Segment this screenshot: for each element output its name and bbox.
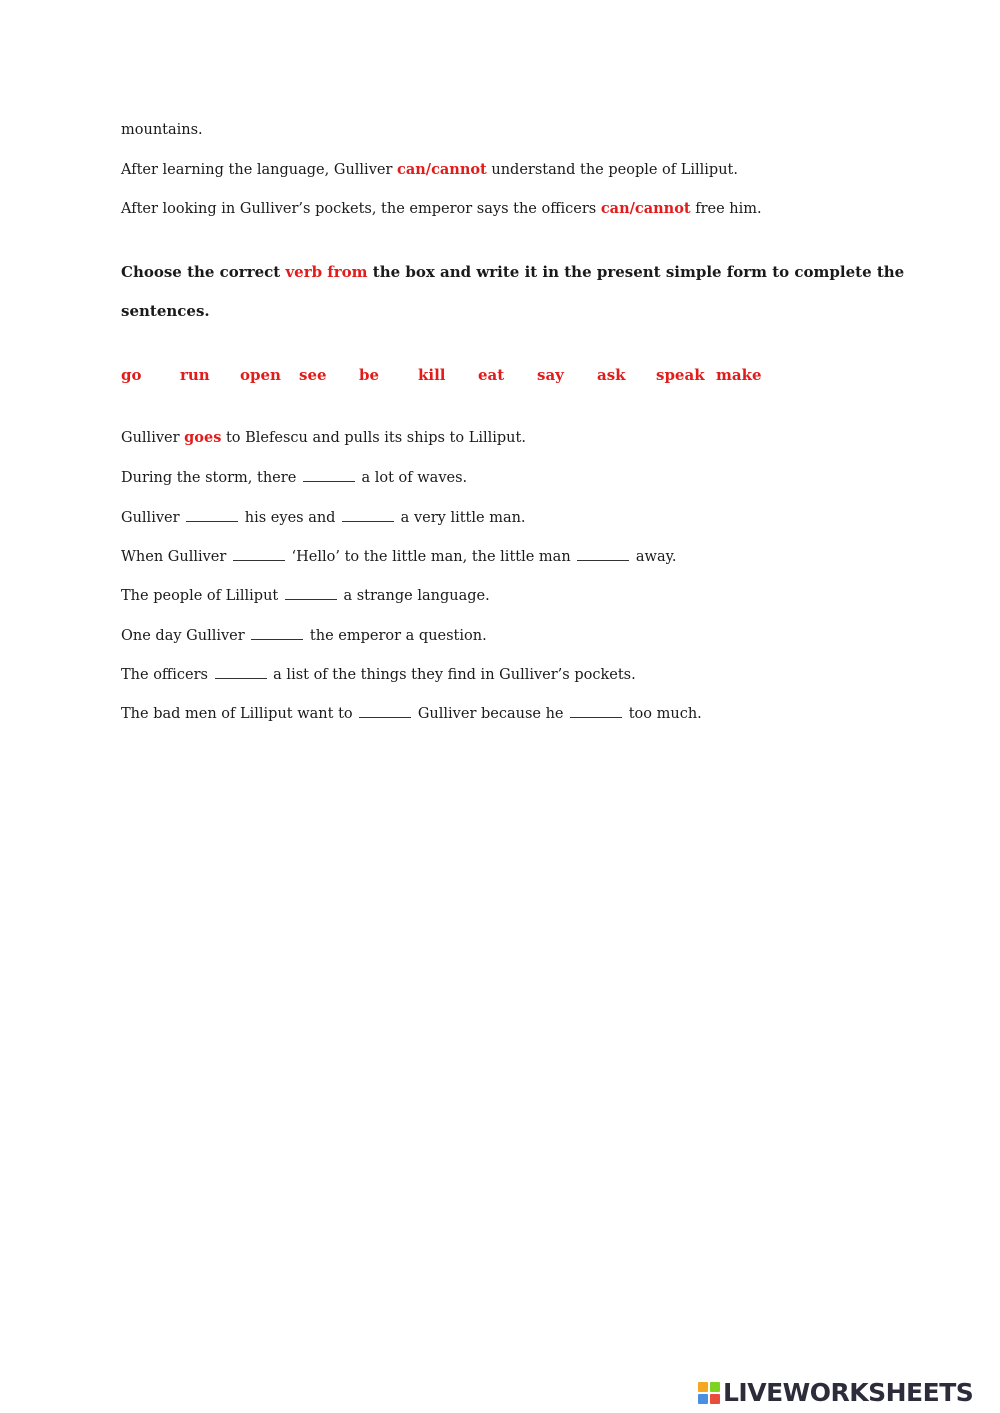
sentence-text: a very little man. xyxy=(396,510,526,526)
sentence-8 xyxy=(121,703,702,724)
sentence-1 xyxy=(121,428,526,448)
answer-blank[interactable] xyxy=(233,546,285,561)
logo-square xyxy=(710,1394,720,1404)
intro-text: After learning the language, Gulliver xyxy=(121,162,398,178)
answer-blank[interactable] xyxy=(215,664,267,679)
answer-blank[interactable] xyxy=(285,585,337,600)
logo-icon xyxy=(698,1382,720,1404)
intro-text: understand the people of Lilliput. xyxy=(486,162,738,178)
sentence-2 xyxy=(121,467,467,488)
sentence-text: away. xyxy=(631,549,677,565)
intro-text: After looking in Gulliver’s pockets, the emperor says the officers xyxy=(121,201,601,217)
example-answer: goes xyxy=(184,429,222,446)
verb-word: go xyxy=(121,366,142,384)
verb-box xyxy=(0,365,1000,385)
sentence-text: to Blefescu and pulls its ships to Lilliput. xyxy=(221,430,526,446)
verb-word: be xyxy=(359,366,380,384)
answer-blank[interactable] xyxy=(577,546,629,561)
intro-line-2 xyxy=(121,199,762,219)
instruction-highlight: verb from xyxy=(285,263,368,281)
sentence-text: One day Gulliver xyxy=(121,628,250,644)
sentence-text: Gulliver xyxy=(121,430,185,446)
verb-word: ask xyxy=(597,366,626,384)
logo-square xyxy=(698,1382,708,1392)
sentence-text: Gulliver xyxy=(121,510,185,526)
verb-word: eat xyxy=(478,366,505,384)
sentence-text: The officers xyxy=(121,667,213,683)
verb-word: speak xyxy=(656,366,705,384)
instruction-text: Choose the correct xyxy=(121,263,286,281)
sentence-text: a list of the things they find in Gulliver’s pockets. xyxy=(268,667,636,683)
sentence-text: his eyes and xyxy=(240,510,341,526)
answer-blank[interactable] xyxy=(186,507,238,522)
sentence-text: a strange language. xyxy=(338,588,490,604)
sentence-5 xyxy=(121,585,490,606)
instruction-text: the box and write it in the present simple form to complete the xyxy=(367,263,905,281)
verb-word: kill xyxy=(418,366,446,384)
logo-text: LIVEWORKSHEETS xyxy=(723,1378,974,1407)
verb-word: see xyxy=(299,366,327,384)
answer-choice[interactable]: can/cannot xyxy=(600,200,691,217)
sentence-text: a lot of waves. xyxy=(356,470,468,486)
sentence-4 xyxy=(121,546,676,567)
logo-square xyxy=(710,1382,720,1392)
sentence-text: ‘Hello’ to the little man, the little man xyxy=(286,549,576,565)
logo-square xyxy=(698,1394,708,1404)
verb-word: say xyxy=(537,366,564,384)
sentence-7 xyxy=(121,664,636,685)
sentence-text: During the storm, there xyxy=(121,470,301,486)
answer-blank[interactable] xyxy=(251,625,303,640)
intro-text: mountains. xyxy=(121,122,203,138)
instruction-line-1 xyxy=(121,262,904,282)
sentence-text: The bad men of Lilliput want to xyxy=(121,706,358,722)
intro-text: free him. xyxy=(690,201,762,217)
answer-blank[interactable] xyxy=(359,703,411,718)
sentence-text: Gulliver because he xyxy=(413,706,569,722)
answer-choice[interactable]: can/cannot xyxy=(397,161,487,178)
intro-line-1 xyxy=(121,160,738,180)
sentence-text: the emperor a question. xyxy=(305,628,487,644)
sentence-3 xyxy=(121,507,526,528)
verb-word: open xyxy=(240,366,281,384)
answer-blank[interactable] xyxy=(570,703,622,718)
instruction-text: sentences. xyxy=(121,302,210,320)
instruction-line-2 xyxy=(121,301,210,321)
sentence-text: The people of Lilliput xyxy=(121,588,283,604)
verb-word: make xyxy=(716,366,762,384)
answer-blank[interactable] xyxy=(303,467,355,482)
sentence-text: too much. xyxy=(624,706,702,722)
liveworksheets-logo xyxy=(698,1380,973,1406)
answer-blank[interactable] xyxy=(342,507,394,522)
sentence-text: When Gulliver xyxy=(121,549,231,565)
verb-word: run xyxy=(180,366,210,384)
intro-line-0 xyxy=(121,120,203,140)
sentence-6 xyxy=(121,625,487,646)
